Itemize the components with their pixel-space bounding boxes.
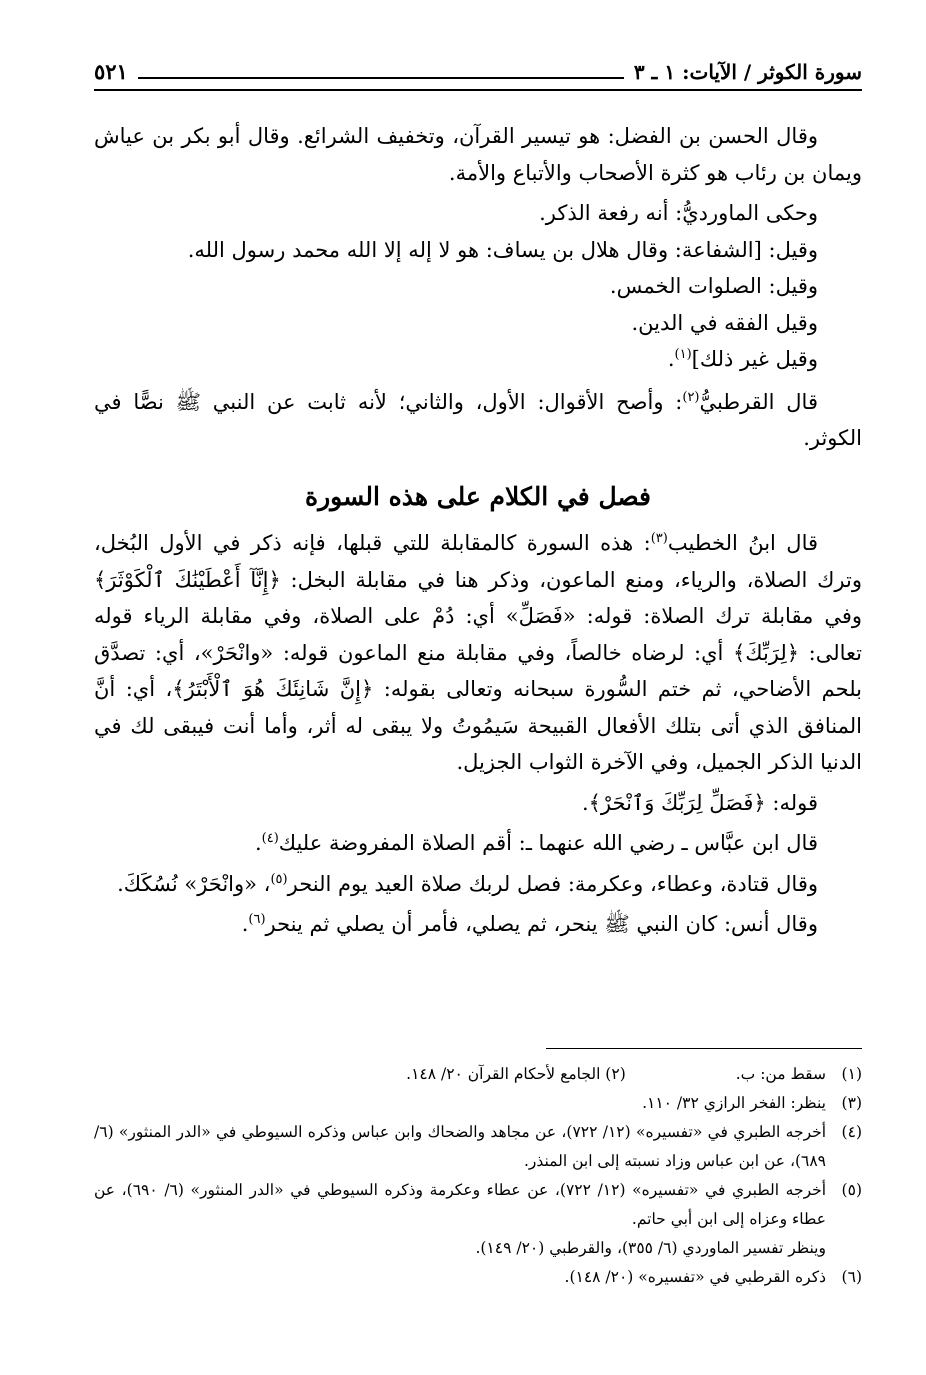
footnote-ref: (٥) — [270, 871, 288, 887]
page-number: ٥٢١ — [94, 59, 128, 84]
header-title: سورة الكوثر / الآيات: ١ ـ ٣ — [633, 60, 862, 84]
header-rule — [138, 77, 624, 79]
footnote-ref: (٣) — [650, 531, 668, 546]
footnote-separator — [546, 1048, 862, 1049]
footnote: (١) سقط من: ب.(٢) الجامع لأحكام القرآن ٢٠/ ١٤٨. — [406, 1065, 862, 1083]
paragraph: قال ابن عبَّاس ـ رضي الله عنهما ـ: أقم الصلاة المفروضة عليك$^{(٤)}$. — [254, 831, 818, 855]
footnote: (٦) ذكره القرطبي في «تفسيره» (٢٠/ ١٤٨). — [564, 1268, 862, 1286]
paragraph: وقال الحسن بن الفضل: هو تيسير القرآن، وتخفيف الشرائع. وقال أبو بكر بن عياش ويمان بن رئاب هو كثرة الأصحاب والأتباع والأمة. — [94, 124, 862, 185]
main-text — [94, 118, 862, 947]
footnote: (٤) أخرجه الطبري في «تفسيره» (١٢/ ٧٢٢)، عن مجاهد والضحاك وابن عباس وذكره السيوطي في «الدر المنثور» (٦/ ٦٨٩)، عن ابن عباس وزاد نسبته إلى ابن المنذر. — [94, 1123, 862, 1170]
footnote-ref: (١) — [674, 347, 692, 362]
paragraph: قوله: ﴿فَصَلِّ لِرَبِّكَ وَٱنْحَرْ﴾. — [581, 790, 818, 815]
paragraph: وقال أنس: كان النبي ﷺ ينحر، ثم يصلي، فأمر أن يصلي ثم ينحر$^{(٦)}$. — [241, 912, 818, 936]
footnote-continuation: وينظر تفسير الماوردي (٦/ ٣٥٥)، والقرطبي (٢٠/ ١٤٩). — [475, 1239, 826, 1257]
paragraph: وقيل: الصلوات الخمس. — [609, 274, 818, 298]
paragraph: قال ابنُ الخطيب$^{(٣)}$: هذه السورة كالمقابلة للتي قبلها، فإنه ذكر في الأول البُخل، وترك الصلاة، والرياء، ومنع الماعون، وذكر هنا في مقابلة البخل: ﴿إِنَّآ أَعْطَيْنَٰكَ ٱلْكَوْثَرَ﴾ وفي مقابلة ترك الصلاة: قوله: «فَصَلِّ» أي: دُمْ على الصلاة، وفي مقابلة الرياء قوله تعالى: ﴿لِرَبِّكَ﴾ أي: لرضاه خالصاً، وفي مقابلة منع الماعون قوله: «وانْحَرْ»، أي: تصدَّق بلحم الأضاحي، ثم ختم السُّورة سبحانه وتعالى بقوله: ﴿إِنَّ شَانِئَكَ هُوَ ٱلْأَبْتَرُ﴾، أي: أنَّ المنافق الذي أتى بتلك الأفعال القبيحة سَيمُوتُ ولا يبقى له أثر، وأما أنت فيبقى لك في الدنيا الذكر الجميل، وفي الآخرة الثواب الجزيل. — [94, 531, 862, 774]
footnote-ref: (٦) — [248, 912, 266, 927]
paragraph: وقال قتادة، وعطاء، وعكرمة: فصل لربك صلاة العيد يوم النحر$^{(٥)}$، «وانْحَرْ» نُسُكَكَ. — [117, 871, 818, 896]
footnote-ref: (٤) — [261, 831, 279, 846]
paragraph: وحكى الماورديُّ: أنه رفعة الذكر. — [539, 201, 818, 225]
section-heading: فصل في الكلام على هذه السورة — [304, 481, 652, 511]
footnote: (٥) أخرجه الطبري في «تفسيره» (١٢/ ٧٢٢)، عن عطاء وعكرمة وذكره السيوطي في «الدر المنثور» (٦/ ٦٩٠)، عن عطاء وعزاه إلى ابن أبي حاتم. — [94, 1181, 862, 1228]
footnotes — [94, 1060, 862, 1292]
footnote: (٣) ينظر: الفخر الرازي ٣٢/ ١١٠. — [642, 1094, 862, 1112]
header-underline — [94, 89, 862, 91]
running-header — [94, 50, 862, 86]
paragraph: وقيل الفقه في الدين. — [631, 310, 818, 335]
paragraph: وقيل غير ذلك]$^{(١)}$. — [667, 347, 818, 371]
paragraph: قال القرطبيُّ$^{(٢)}$: وأصح الأقوال: الأول، والثاني؛ لأنه ثابت عن النبي ﷺ نصًّا في الكوثر. — [94, 389, 862, 450]
paragraph: وقيل: [الشفاعة: وقال هلال بن يساف: هو لا إله إلا الله محمد رسول الله. — [187, 237, 818, 262]
footnote-ref: (٢) — [682, 389, 700, 405]
